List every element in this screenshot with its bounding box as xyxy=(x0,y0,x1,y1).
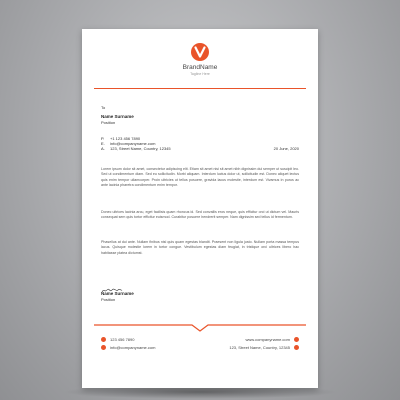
phone-icon xyxy=(101,337,106,342)
footer-website xyxy=(246,337,299,342)
footer-website-text: www.companyname.com xyxy=(245,337,290,342)
signer-name: Name Surname xyxy=(101,291,134,296)
footer-phone-text: 123 456 7890 xyxy=(110,337,135,342)
brand-logo-icon xyxy=(191,43,209,61)
footer-divider xyxy=(94,319,306,327)
recipient-name: Name Surname xyxy=(101,114,134,119)
contact-label: P. xyxy=(101,136,105,141)
email-icon xyxy=(101,345,106,350)
brand-tagline: Tagline Here xyxy=(190,72,210,76)
letterhead-sheet xyxy=(82,29,318,388)
to-label: To xyxy=(101,105,106,110)
contact-label: A. xyxy=(101,146,105,152)
globe-icon xyxy=(294,337,299,342)
contact-block xyxy=(101,136,171,152)
body-paragraph: Donec ultrices lacinia arcu, eget facilisis quam rhoncus id. Sed convallis eros neque, quis efficitur orci ut dictum vel. Mauris consequat sem quis tortor efficitur euismod. Curabitur posuere hendrerit semper. Nam dignissim sed tellus id fermentum. xyxy=(101,210,299,220)
footer-email xyxy=(101,345,155,350)
contact-label: E. xyxy=(101,141,105,147)
body-paragraph: Phasellus at dui ante. Nullam finibus nisl quis quam egestas blandit. Praesent non ligula justo. Nullam porta massa tempus lacus. Quisque molestie lorem in tortor congue. Vestibulum egestas diam feugiat, in tristique orci ultrices libero hac habitasse platea dictumst. xyxy=(101,240,299,255)
header-divider xyxy=(94,88,306,89)
footer-email-text: info@companyname.com xyxy=(110,345,156,350)
contact-value: 123, Street Name, Country, 12345 xyxy=(110,146,171,152)
brand-name: BrandName xyxy=(182,64,218,71)
location-icon xyxy=(294,345,299,350)
letter-date: 20 June, 2020 xyxy=(273,146,299,151)
footer-address xyxy=(229,345,299,350)
signer-position: Position xyxy=(101,297,116,302)
footer-phone xyxy=(101,337,134,342)
contact-row-address xyxy=(101,146,171,151)
body-paragraph: Lorem ipsum dolor sit amet, consectetur adipiscing elit. Etiam sit amet nisi sit amet nibh dignissim dui semper ut suscipit leo. Sed ut condimentum diam. Sed eu sollicitudin. Morbi aliquam. Interdum luctus dolor ut, sollicitudin est. Donec aliquet lectus quis enim tempor ullamcorper. Proin ultricies ut tellus posuere, gravida lacus molestie, interdum est. Vivamus in purus ac ante lacinia pharetra condimentum enim tempor. xyxy=(101,167,299,187)
contact-value: info@companyname.com xyxy=(110,141,156,147)
contact-value: +1 123 456 7890 xyxy=(110,136,141,141)
recipient-position: Position xyxy=(101,120,116,125)
footer-address-text: 123, Street Name, Country, 12345 xyxy=(229,345,290,350)
